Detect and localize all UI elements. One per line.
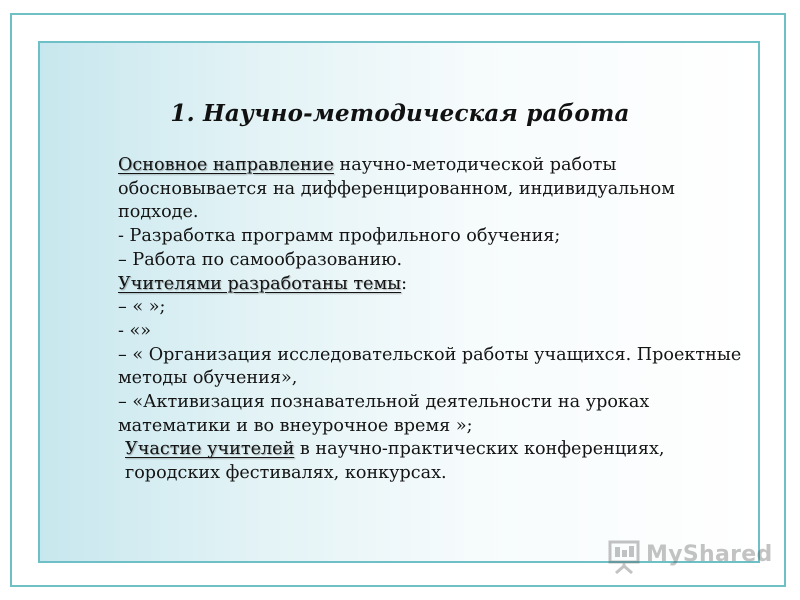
list-item-self-education: – Работа по самообразованию. bbox=[118, 249, 403, 270]
watermark-text: MyShared bbox=[646, 542, 773, 567]
slide-body bbox=[118, 154, 758, 486]
text-topics: : bbox=[401, 273, 408, 294]
emphasis-participation: Участие учителей bbox=[125, 439, 295, 460]
list-item-topic-empty-2: - «» bbox=[118, 320, 152, 341]
list-item-programs: - Разработка программ профильного обучения; bbox=[118, 226, 561, 247]
emphasis-main-direction: Основное направление bbox=[118, 155, 334, 175]
paragraph-participation bbox=[118, 438, 758, 485]
text-main-direction: научно-методической работы обосновывается на дифференцированном, индивидуальном подходе. bbox=[118, 155, 675, 223]
slide-title: 1. Научно-методическая работа bbox=[170, 100, 630, 127]
emphasis-topics: Учителями разработаны темы bbox=[118, 273, 402, 294]
myshared-watermark bbox=[606, 536, 773, 576]
list-item-topic-research: – « Организация исследовательской работы учащихся. Проектные методы обучения», bbox=[118, 344, 742, 389]
list-item-topic-activation: – «Активизация познавательной деятельности на уроках математики и во внеурочное время »; bbox=[118, 392, 650, 436]
paragraph-topics bbox=[118, 273, 758, 297]
presentation-board-icon bbox=[606, 538, 642, 574]
text-participation: в научно-практических конференциях, городских фестивалях, конкурсах. bbox=[125, 439, 665, 484]
list-item-topic-empty-1: – « »; bbox=[118, 297, 166, 318]
paragraph-main-direction bbox=[118, 154, 758, 225]
